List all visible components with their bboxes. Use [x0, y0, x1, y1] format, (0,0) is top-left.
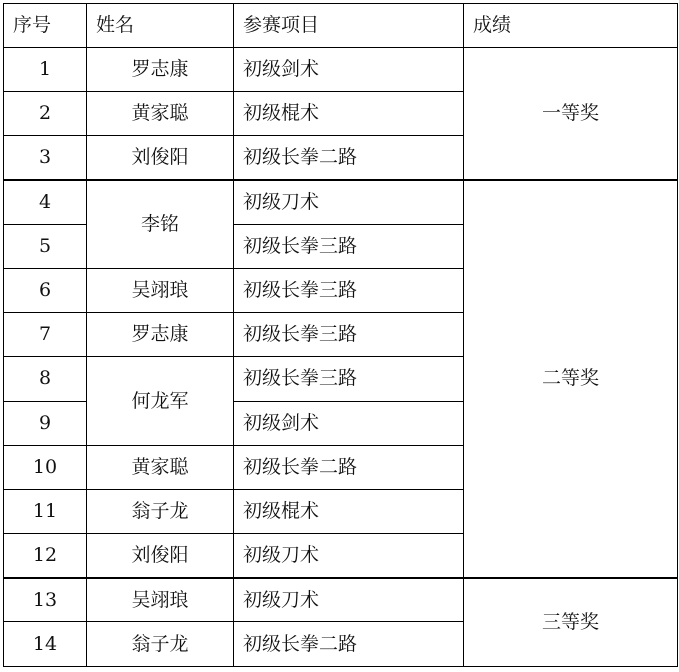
cell-event: 初级刀术 — [234, 534, 464, 578]
cell-index: 14 — [4, 622, 87, 666]
cell-result-third-prize: 三等奖 — [464, 578, 678, 666]
cell-name: 黄家聪 — [87, 92, 234, 136]
cell-index: 5 — [4, 224, 87, 268]
cell-index: 12 — [4, 534, 87, 578]
cell-event: 初级剑术 — [234, 48, 464, 92]
cell-index: 1 — [4, 48, 87, 92]
cell-event: 初级剑术 — [234, 401, 464, 445]
cell-event: 初级长拳三路 — [234, 224, 464, 268]
header-row — [4, 4, 678, 48]
cell-event: 初级棍术 — [234, 489, 464, 533]
cell-event: 初级刀术 — [234, 578, 464, 622]
header-result: 成绩 — [464, 4, 678, 48]
cell-result-first-prize: 一等奖 — [464, 48, 678, 181]
cell-index: 7 — [4, 313, 87, 357]
cell-index: 13 — [4, 578, 87, 622]
cell-index: 4 — [4, 180, 87, 224]
cell-index: 6 — [4, 268, 87, 312]
cell-event: 初级长拳二路 — [234, 445, 464, 489]
cell-event: 初级长拳三路 — [234, 268, 464, 312]
cell-name: 翁子龙 — [87, 489, 234, 533]
cell-event: 初级长拳三路 — [234, 313, 464, 357]
cell-name: 罗志康 — [87, 48, 234, 92]
cell-name: 何龙军 — [87, 357, 234, 445]
cell-name: 罗志康 — [87, 313, 234, 357]
cell-index: 11 — [4, 489, 87, 533]
cell-result-second-prize: 二等奖 — [464, 180, 678, 578]
cell-index: 10 — [4, 445, 87, 489]
cell-event: 初级刀术 — [234, 180, 464, 224]
cell-name: 李铭 — [87, 180, 234, 268]
cell-index: 2 — [4, 92, 87, 136]
cell-event: 初级长拳三路 — [234, 357, 464, 401]
cell-event: 初级长拳二路 — [234, 622, 464, 666]
cell-name: 吴翊琅 — [87, 268, 234, 312]
cell-name: 刘俊阳 — [87, 534, 234, 578]
cell-name: 黄家聪 — [87, 445, 234, 489]
header-index: 序号 — [4, 4, 87, 48]
cell-index: 8 — [4, 357, 87, 401]
table-row — [4, 180, 678, 224]
table-row — [4, 578, 678, 622]
cell-event: 初级长拳二路 — [234, 136, 464, 180]
awards-table — [3, 3, 678, 667]
cell-name: 刘俊阳 — [87, 136, 234, 180]
header-name: 姓名 — [87, 4, 234, 48]
cell-index: 9 — [4, 401, 87, 445]
header-event: 参赛项目 — [234, 4, 464, 48]
cell-name: 吴翊琅 — [87, 578, 234, 622]
table-row — [4, 48, 678, 92]
cell-name: 翁子龙 — [87, 622, 234, 666]
cell-event: 初级棍术 — [234, 92, 464, 136]
cell-index: 3 — [4, 136, 87, 180]
